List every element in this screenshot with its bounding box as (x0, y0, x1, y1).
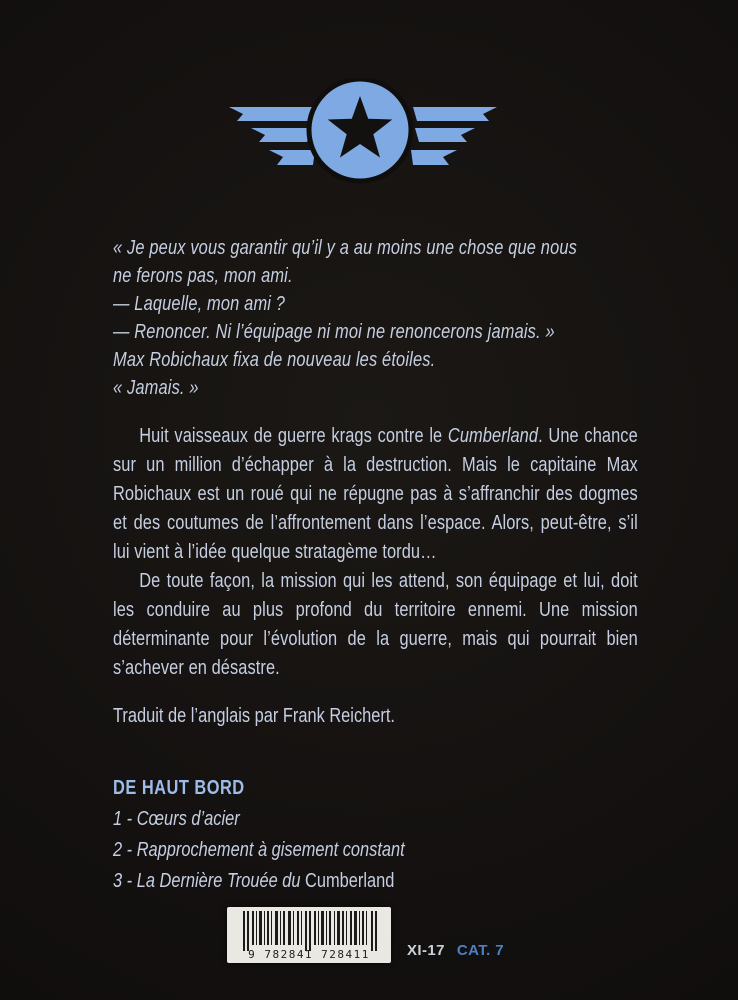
translator-credit: Traduit de l’anglais par Frank Reichert. (113, 705, 395, 727)
quote-line: ne ferons pas, mon ami. (113, 265, 293, 287)
synopsis (113, 422, 638, 683)
barcode-bars-icon (233, 911, 385, 951)
footer-codes (407, 942, 504, 959)
series-item-1: 1 - Cœurs d’acier (113, 808, 240, 830)
dialogue-quote (113, 234, 638, 402)
category-code: CAT. 7 (456, 942, 504, 959)
quote-line: Max Robichaux fixa de nouveau les étoiles. (113, 349, 436, 371)
back-cover-text (113, 234, 638, 896)
barcode-number: 9 782841 728411 (248, 948, 370, 961)
quote-line: « Je peux vous garantir qu’il y a au moins une chose que nous (113, 237, 578, 259)
ship-name: Cumberland (447, 425, 539, 447)
edition-code: XI-17 (407, 942, 445, 959)
series-item-3-ship: Cumberland (305, 870, 395, 892)
series-title: DE HAUT BORD (113, 777, 245, 799)
synopsis-paragraph-1 (113, 422, 638, 567)
synopsis-paragraph-2: De toute façon, la mission qui les attend, son équipage et lui, doit les conduire au plus profond du territoire ennemi. Une mission déterminante pour l’évolution de la guerre, mais qui pourrait bien s’achever en désastre. (113, 570, 638, 679)
synopsis-p1-text-after: . Une chance sur un million d’échapper à la destruction. Mais le capitaine Max Robichaux est un roué qui ne répugne pas à s’affranchir des dogmes et des coutumes de l’affrontement dans l’espace. Alors, peut-être, s’il lui vient à l’idée quelque stratagème tordu… (113, 425, 638, 563)
synopsis-p1-text: Huit vaisseaux de guerre krags contre le (139, 425, 448, 447)
quote-line: — Laquelle, mon ami ? (113, 293, 286, 315)
series-item-3 (113, 866, 638, 896)
series-item-2: 2 - Rapprochement à gisement constant (113, 839, 405, 861)
quote-line: — Renoncer. Ni l’équipage ni moi ne renoncerons jamais. » (113, 321, 555, 343)
barcode (227, 907, 391, 963)
series-item-3-title: 3 - La Dernière Trouée du (113, 870, 306, 892)
series-section (113, 773, 638, 896)
quote-line: « Jamais. » (113, 377, 199, 399)
winged-star-logo-icon (227, 78, 499, 186)
